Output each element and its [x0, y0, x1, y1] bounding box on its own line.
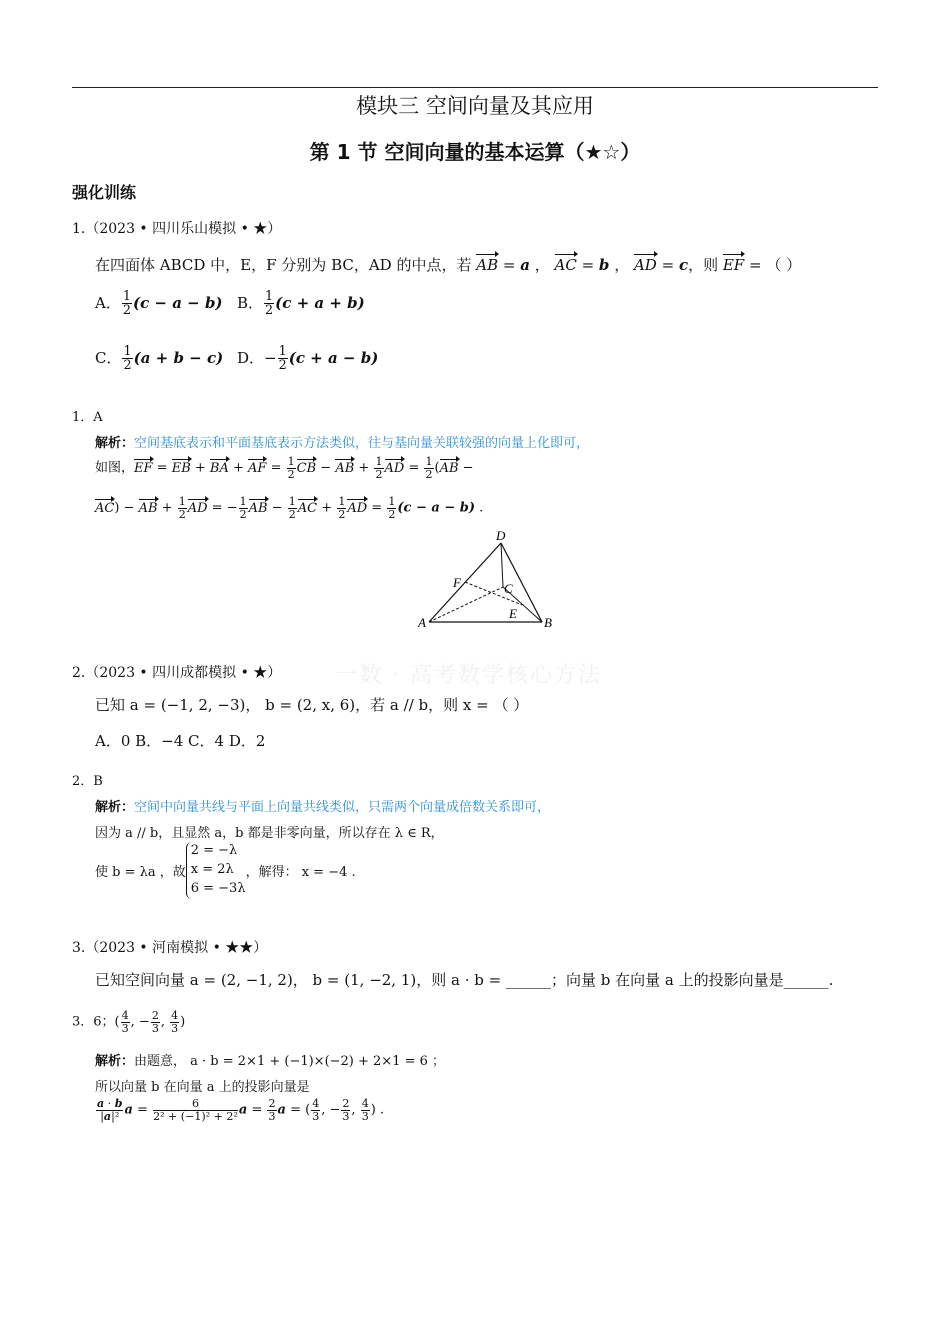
question-3-solution-line-2: 所以向量 b 在向量 a 上的投影向量是: [95, 1080, 310, 1095]
question-2-solution-line-1: 因为 a // b，且显然 a，b 都是非零向量，所以存在 λ ∈ R，: [95, 826, 444, 841]
question-1-option-d: D．− $\frac{1}{2}$ (c + a − b): [237, 344, 379, 374]
watermark: 一数 · 高考数学核心方法: [335, 663, 602, 688]
question-1-answer: 1．A: [72, 410, 103, 425]
section-title: 第 1 节 空间向量的基本运算（★☆）: [309, 140, 641, 164]
vertex-label-c: C: [504, 581, 513, 596]
module-title: 模块三 空间向量及其应用: [356, 94, 594, 118]
vertex-label-a: A: [418, 615, 426, 630]
question-1-option-a: A． $\frac{1}{2}$ (c − a − b): [95, 289, 223, 319]
question-2-solution-line-2: 使 b = λa ，故 2 = −λ x = 2λ 6 = −3λ ，解得： x = −4 .: [95, 842, 356, 899]
question-1-analysis-hint: 解析：空间基底表示和平面基底表示方法类似，往与基向量关联较强的向量上化即可，: [95, 436, 590, 451]
equation-system: 2 = −λ x = 2λ 6 = −3λ: [186, 842, 246, 899]
question-1-stem: 在四面体 ABCD 中，E，F 分别为 BC，AD 的中点，若 AB = a ， AC = b ， AD = c，则 EF = （ ）: [95, 253, 801, 275]
question-2-head: 2.（2023 • 四川成都模拟 • ★）: [72, 665, 282, 681]
vertex-label-d: D: [496, 530, 506, 543]
question-2-answer: 2．B: [72, 774, 103, 789]
point-label-e: E: [509, 606, 517, 621]
header-rule: [72, 87, 878, 88]
vertex-label-b: B: [544, 615, 552, 630]
question-3-solution-line-1: 解析：由题意， a · b = 2×1 + (−1)×(−2) + 2×1 = 6 ；: [95, 1054, 446, 1069]
point-label-f: F: [453, 575, 461, 590]
question-3-answer: 3．6；( $\frac{4}{3}$ , − $\frac{2}{3}$ , $\frac{4}{3}$ ): [72, 1009, 186, 1035]
question-1-option-b: B． $\frac{1}{2}$ (c + a + b): [237, 289, 365, 319]
segment-fe-dashed: [465, 582, 522, 605]
question-3-stem: 已知空间向量 a = (2, −1, 2)， b = (1, −2, 1)，则 a · b = ______；向量 b 在向量 a 上的投影向量是______.: [95, 971, 834, 989]
tetrahedron-figure: [410, 530, 570, 635]
question-1-solution-line-2: AC) − AB + $\frac{1}{2}$ AD = − $\frac{1}{2}$ AB − $\frac{1}{2}$ AC + $\frac{1}{2}$ AD = $\frac{1}{2}$ (c − a − b) .: [95, 495, 484, 521]
question-1-option-c: C． $\frac{1}{2}$ (a + b − c): [95, 344, 224, 374]
question-3-head: 3.（2023 • 河南模拟 • ★★）: [72, 940, 268, 956]
question-1-solution-line-1: 如图，EF = EB + BA + AF = $\frac{1}{2}$ CB − AB + $\frac{1}{2}$ AD = $\frac{1}{2}$ (AB −: [95, 455, 474, 481]
question-2-stem: 已知 a = (−1, 2, −3)， b = (2, x, 6)，若 a // b，则 x = （ ）: [95, 696, 529, 714]
question-2-analysis-hint: 解析：空间中向量共线与平面上向量共线类似，只需两个向量成倍数关系即可，: [95, 800, 551, 815]
edge-dc: [501, 543, 503, 587]
edge-ac-dashed: [429, 587, 503, 622]
question-3-solution-line-3: $\frac{a \cdot b}{\text{|a|²}}$ a = $\frac{6}{\text{2² + (−1)² + 2²}}$ a = $\frac{2}{3}$ a = ( $\frac{4}{3}$ , − $\frac{2}{3}$ , $\frac{4}{3}$ ) .: [97, 1097, 385, 1123]
question-2-options: A．0 B．−4 C．4 D．2: [95, 732, 266, 750]
section-label: 强化训练: [72, 183, 137, 202]
question-1-head: 1.（2023 • 四川乐山模拟 • ★）: [72, 221, 282, 237]
